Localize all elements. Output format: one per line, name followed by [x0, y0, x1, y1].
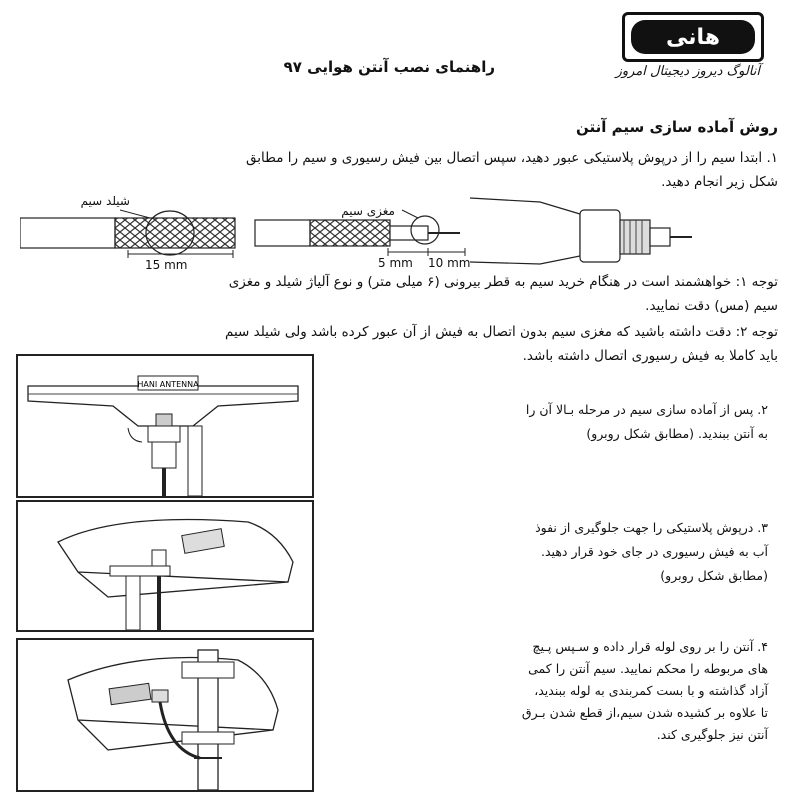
step-1-line-1: ۱. ابتدا سیم را از درپوش پلاستیکی عبور دهید، سپس اتصال بین فیش رسیوری و سیم را مطابق: [246, 150, 778, 166]
cable-shield-stripped: [20, 210, 235, 258]
step-2: [388, 398, 768, 446]
step-4-line-2: های مربوطه را محکم نمایید. سیم آنتن را کمی: [528, 661, 768, 676]
figure-antenna-mount: [16, 638, 314, 792]
antenna-cap-illustration: [18, 502, 312, 630]
note-2-line-2: باید کاملا به فیش رسیوری اتصال داشته باشد.: [522, 348, 778, 364]
section-title: روش آماده سازی سیم آنتن: [576, 118, 778, 136]
step-1: [22, 146, 778, 194]
figure-antenna-cap: [16, 500, 314, 632]
step-3-line-2: آب به فیش رسیوری در جای خود قرار دهید.: [541, 544, 768, 559]
step-2-line-1: ۲. پس از آماده سازی سیم در مرحله بـالا آن را: [525, 402, 768, 417]
step-4-line-1: ۴. آنتن را بر روی لوله قرار داده و سـپس پـیچ: [532, 639, 768, 654]
f-connector: [470, 198, 692, 264]
step-4-line-3: آزاد گذاشته و با بست کمربندی به لوله ببندید،: [534, 683, 768, 698]
step-2-line-2: به آنتن ببندید. (مطابق شکل روبرو): [586, 426, 768, 441]
brand-logo: [622, 12, 764, 62]
document-title: راهنمای نصب آنتن هوایی ۹۷: [283, 58, 495, 76]
dimension-15mm: 15 mm: [145, 258, 188, 272]
shield-label: شیلد سیم: [80, 194, 130, 208]
figure-antenna-connect: [16, 354, 314, 498]
brand-tagline: آنالوگ دیروز دیجیتال امروز: [615, 64, 760, 79]
dimension-10mm: 10 mm: [428, 256, 471, 270]
step-4: [348, 636, 768, 746]
note-1-line-2: سیم (مس) دقت نمایید.: [645, 298, 778, 314]
antenna-label: HANI ANTENNA: [137, 380, 199, 389]
note-1-line-1: توجه ۱: خواهشمند است در هنگام خرید سیم به قطر بیرونی (۶ میلی متر) و نوع آلیاژ شیلد و مغزی: [228, 274, 778, 290]
note-2-line-1: توجه ۲: دقت داشته باشید که مغزی سیم بدون اتصال به فیش از آن عبور کرده باشد ولی شیلد سیم: [224, 324, 778, 340]
step-3: [368, 516, 768, 588]
brand-logo-text: هانی: [631, 20, 755, 54]
step-3-line-1: ۳. درپوش پلاستیکی را جهت جلوگیری از نفوذ: [535, 520, 768, 535]
step-4-line-5: آنتن نیز جلوگیری کند.: [656, 727, 768, 742]
core-label: مغزی سیم: [341, 204, 395, 218]
step-1-line-2: شکل زیر انجام دهید.: [661, 174, 778, 190]
step-3-line-3: (مطابق شکل روبرو): [660, 568, 768, 583]
note-1: [22, 270, 778, 318]
step-4-line-4: تا علاوه بر کشیده شدن سیم،از قطع شدن بـرق: [521, 705, 768, 720]
dimension-5mm: 5 mm: [378, 256, 413, 270]
antenna-mount-illustration: [18, 640, 312, 790]
antenna-connect-illustration: [18, 356, 312, 496]
